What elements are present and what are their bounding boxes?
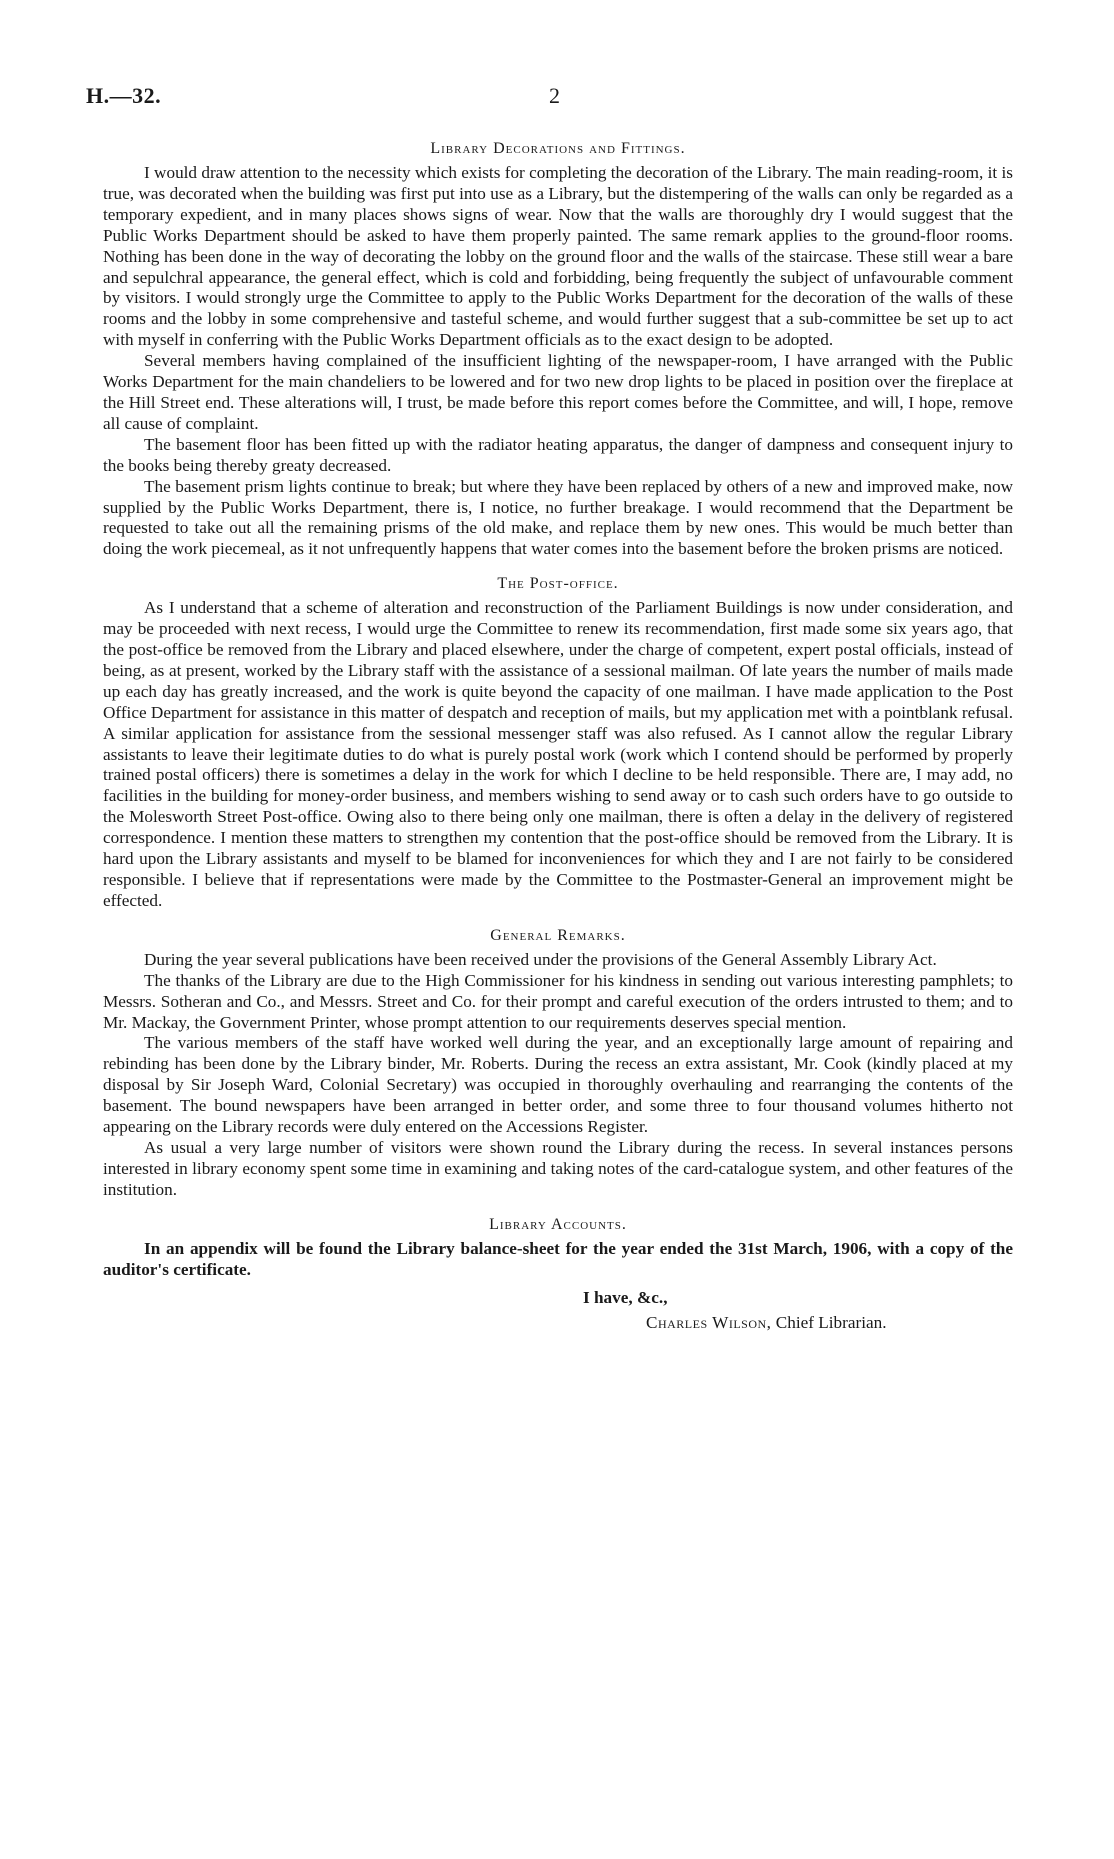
document-reference: H.—32. <box>86 83 162 108</box>
paragraph: Several members having complained of the insufficient lighting of the newspaper-room, I have arranged with the Public Works Department for the main chandeliers to be lowered and for two new drop lights to be placed in position over the fireplace at the Hill Street end. These alterations will, I trust, be made before this report comes before the Committee, and will, I hope, remove all cause of complaint. <box>103 351 1013 433</box>
paragraph: In an appendix will be found the Library balance-sheet for the year ended the 31st March, 1906, with a copy of the auditor's certificate. <box>103 1238 1013 1279</box>
signatory-name: Charles Wilson, <box>646 1312 772 1332</box>
section-heading: Library Decorations and Fittings. <box>430 140 686 157</box>
signature-line <box>646 1312 1013 1333</box>
paragraph: The various members of the staff have worked well during the year, and an exceptionally large amount of repairing and rebinding has been done by the Library binder, Mr. Roberts. During the recess an extra assistant, Mr. Cook (kindly placed at my disposal by Sir Joseph Ward, Colonial Secretary) was occupied in thoroughly overhauling and rearranging the contents of the basement. The bound newspapers have been arranged in better order, and some three to four thousand volumes hitherto not appearing on the Library records were duly entered on the Accessions Register. <box>103 1033 1013 1137</box>
paragraph: The basement floor has been fitted up with the radiator heating apparatus, the danger of dampness and consequent injury to the books being thereby greaty decreased. <box>103 434 1013 475</box>
signatory-title: Chief Librarian. <box>771 1312 887 1332</box>
closing-salutation: I have, &c., <box>583 1287 668 1307</box>
section-post-office <box>103 573 1013 912</box>
paragraph: I would draw attention to the necessity which exists for completing the decoration of the Library. The main reading-room, it is true, was decorated when the building was first put into use as a Library, but the distempering of the walls can only be regarded as a temporary expedient, and in many places shows signs of wear. Now that the walls are thoroughly dry I would suggest that the Public Works Department should be asked to have them properly painted. The same remark applies to the ground-floor rooms. Nothing has been done in the way of decorating the lobby on the ground floor and the walls of the staircase. These still wear a bare and sepulchral appearance, the general effect, which is cold and forbidding, being frequently the subject of unfavourable comment by visitors. I would strongly urge the Committee to apply to the Public Works Department for the decoration of the walls of these rooms and the lobby in some comprehensive and tasteful scheme, and would further suggest that a sub-committee be set up to act with myself in conferring with the Public Works Department officials as to the exact design to be adopted. <box>103 163 1013 350</box>
section-library-accounts <box>103 1214 1013 1281</box>
paragraph: The basement prism lights continue to break; but where they have been replaced by others of a new and improved make, now supplied by the Public Works Department, there is, I notice, no further breakage. I would recommend that the Department be requested to take out all the remaining prisms of the old make, and replace them by new ones. This would be much better than doing the work piecemeal, as it not unfrequently happens that water comes into the basement before the broken prisms are noticed. <box>103 476 1013 559</box>
section-heading: The Post-office. <box>497 575 619 593</box>
paragraph: During the year several publications have been received under the provisions of the General Assembly Library Act. <box>144 949 937 969</box>
section-heading: Library Accounts. <box>489 1215 627 1233</box>
page-number: 2 <box>549 83 560 108</box>
paragraph: As I understand that a scheme of alteration and reconstruction of the Parliament Buildings is now under consideration, and may be proceeded with next recess, I would urge the Committee to renew its recommendation, first made some six years ago, that the post-office be removed from the Library and placed elsewhere, under the charge of competent, expert postal officials, instead of being, as at present, worked by the Library staff with the assistance of a sessional mailman. Of late years the number of mails made up each day has greatly increased, and the work is quite beyond the capacity of one mailman. I have made application to the Post Office Department for assistance in this matter of despatch and reception of mails, but my application met with a pointblank refusal. A similar application for assistance from the sessional messenger staff was also refused. As I cannot allow the regular Library assistants to leave their legitimate duties to do what is purely postal work (work which I contend should be performed by properly trained postal officers) there is sometimes a delay in the work for which I decline to be held responsible. There are, I may add, no facilities in the building for money-order business, and members wishing to send away or to cash such orders have to go outside to the Molesworth Street Post-office. Owing also to there being only one mailman, there is often a delay in the delivery of registered correspondence. I mention these matters to strengthen my contention that the post-office should be removed from the Library. It is hard upon the Library assistants and myself to be blamed for inconveniences for which they and I are not fairly to be considered responsible. I believe that if representations were made by the Committee to the Postmaster-General an improvement might be effected. <box>103 598 1013 910</box>
report-body <box>103 138 1013 1333</box>
section-heading: General Remarks. <box>490 926 626 944</box>
paragraph: As usual a very large number of visitors were shown round the Library during the recess. In several instances persons interested in library economy spent some time in examining and taking notes of the card-catalogue system, and other features of the institution. <box>103 1137 1013 1199</box>
section-general-remarks <box>103 925 1013 1201</box>
section-decorations <box>103 138 1013 560</box>
paragraph: The thanks of the Library are due to the High Commissioner for his kindness in sending out various interesting pamphlets; to Messrs. Sotheran and Co., and Messrs. Street and Co. for their prompt and careful execution of the orders intrusted to them; and to Mr. Mackay, the Government Printer, whose prompt attention to our requirements deserves special mention. <box>103 970 1013 1032</box>
